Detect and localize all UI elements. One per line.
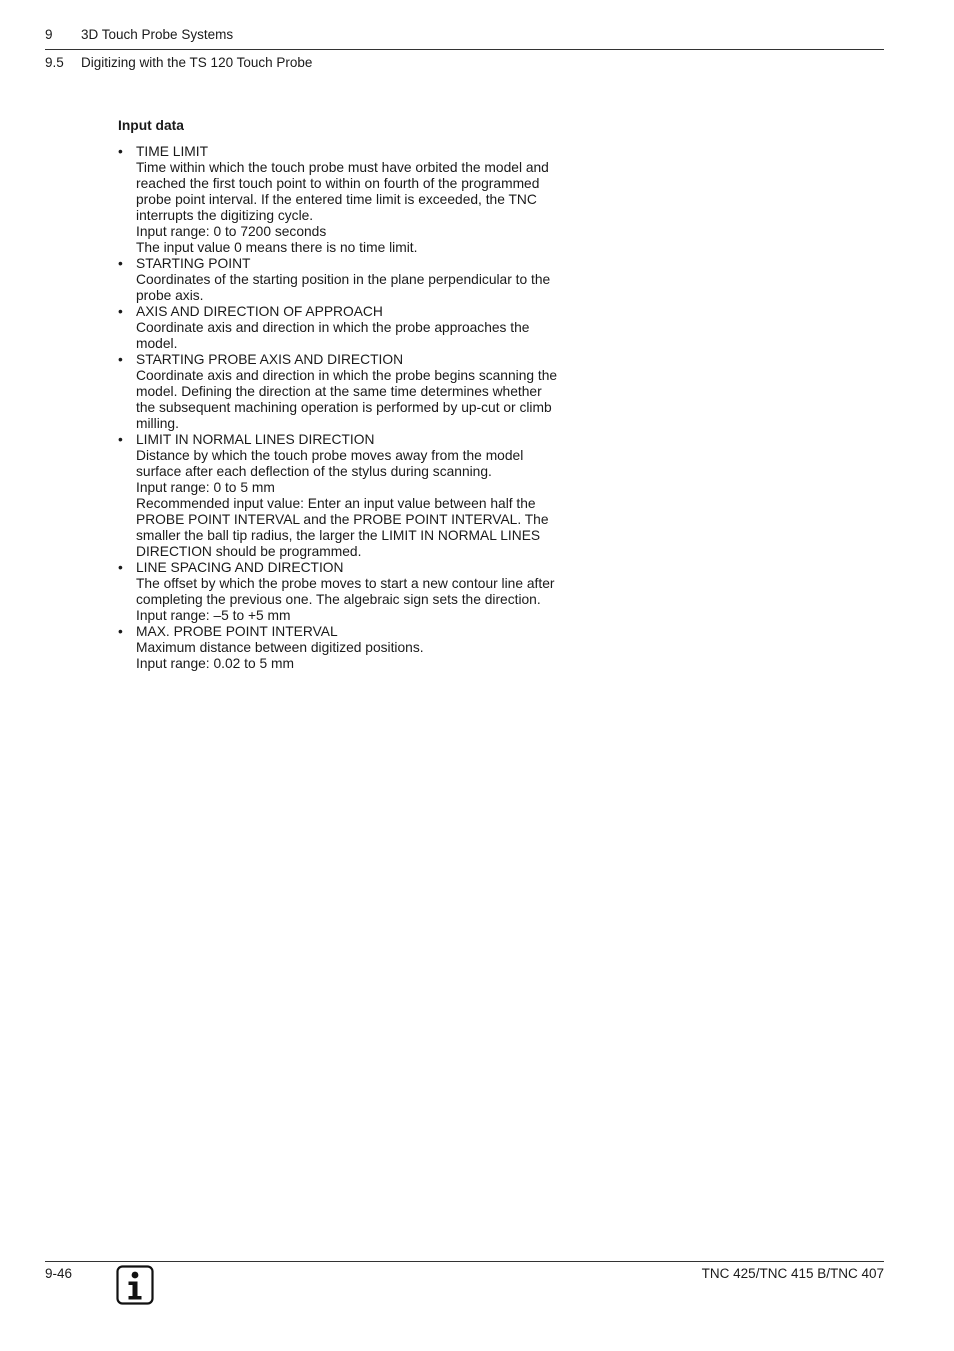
parameter-label: STARTING PROBE AXIS AND DIRECTION: [136, 352, 404, 367]
page-number: 9-46: [45, 1266, 73, 1281]
bullet-icon: •: [118, 304, 123, 319]
list-item: [118, 144, 598, 256]
parameter-description-line: Input range: 0 to 7200 seconds: [136, 224, 327, 239]
bullet-icon: •: [118, 560, 123, 575]
bullet-icon: •: [118, 352, 123, 367]
model-designation: TNC 425/TNC 415 B/TNC 407: [701, 1266, 884, 1281]
parameter-label: LIMIT IN NORMAL LINES DIRECTION: [136, 432, 375, 447]
parameter-description-line: completing the previous one. The algebraic sign sets the direction.: [136, 592, 541, 607]
bullet-icon: •: [118, 432, 123, 447]
parameter-label: STARTING POINT: [136, 256, 251, 271]
parameter-description-line: surface after each deflection of the stylus during scanning.: [136, 464, 492, 479]
parameter-label: AXIS AND DIRECTION OF APPROACH: [136, 304, 383, 319]
parameter-description-line: milling.: [136, 416, 179, 431]
list-item: [118, 256, 598, 304]
list-item: [118, 432, 598, 560]
parameter-description-line: Coordinate axis and direction in which the probe begins scanning the: [136, 368, 558, 383]
parameter-label: MAX. PROBE POINT INTERVAL: [136, 624, 338, 639]
info-icon: [116, 1265, 154, 1305]
bullet-icon: •: [118, 144, 123, 159]
footer-rule: [45, 1261, 884, 1262]
parameter-description-line: DIRECTION should be programmed.: [136, 544, 362, 559]
header-rule: [45, 49, 884, 50]
parameter-description-line: probe axis.: [136, 288, 204, 303]
parameter-description-line: Input range: –5 to +5 mm: [136, 608, 291, 623]
parameter-description-line: Coordinates of the starting position in the plane perpendicular to the: [136, 272, 551, 287]
input-data-heading: Input data: [118, 118, 184, 133]
parameter-description-line: smaller the ball tip radius, the larger the LIMIT IN NORMAL LINES: [136, 528, 541, 543]
parameter-description-line: model.: [136, 336, 178, 351]
parameter-description-line: Recommended input value: Enter an input value between half the: [136, 496, 536, 511]
parameter-description-line: probe point interval. If the entered time limit is exceeded, the TNC: [136, 192, 537, 207]
parameter-description-line: Distance by which the touch probe moves away from the model: [136, 448, 524, 463]
parameter-description-line: The offset by which the probe moves to start a new contour line after: [136, 576, 555, 591]
parameter-description-line: Input range: 0 to 5 mm: [136, 480, 275, 495]
bullet-icon: •: [118, 256, 123, 271]
parameter-description-line: interrupts the digitizing cycle.: [136, 208, 314, 223]
chapter-number: 9: [45, 27, 53, 42]
main-content: [118, 118, 598, 672]
parameter-description-line: Coordinate axis and direction in which the probe approaches the: [136, 320, 530, 335]
section-title: Digitizing with the TS 120 Touch Probe: [81, 55, 313, 70]
input-data-list: [118, 144, 598, 672]
running-header-chapter: [45, 27, 233, 43]
parameter-label: TIME LIMIT: [136, 144, 209, 159]
running-header-section: [45, 55, 312, 71]
parameter-description-line: Maximum distance between digitized positions.: [136, 640, 424, 655]
parameter-description-line: model. Defining the direction at the same time determines whether: [136, 384, 542, 399]
list-item: [118, 352, 598, 432]
parameter-description-line: PROBE POINT INTERVAL and the PROBE POINT INTERVAL. The: [136, 512, 549, 527]
parameter-label: LINE SPACING AND DIRECTION: [136, 560, 344, 575]
chapter-title: 3D Touch Probe Systems: [81, 27, 234, 42]
bullet-icon: •: [118, 624, 123, 639]
parameter-description-line: reached the first touch point to within on fourth of the programmed: [136, 176, 540, 191]
list-item: [118, 304, 598, 352]
parameter-description-line: The input value 0 means there is no time limit.: [136, 240, 418, 255]
list-item: [118, 560, 598, 624]
parameter-description-line: the subsequent machining operation is performed by up-cut or climb: [136, 400, 552, 415]
parameter-description-line: Time within which the touch probe must have orbited the model and: [136, 160, 549, 175]
list-item: [118, 624, 598, 672]
parameter-description-line: Input range: 0.02 to 5 mm: [136, 656, 294, 671]
section-number: 9.5: [45, 55, 64, 70]
